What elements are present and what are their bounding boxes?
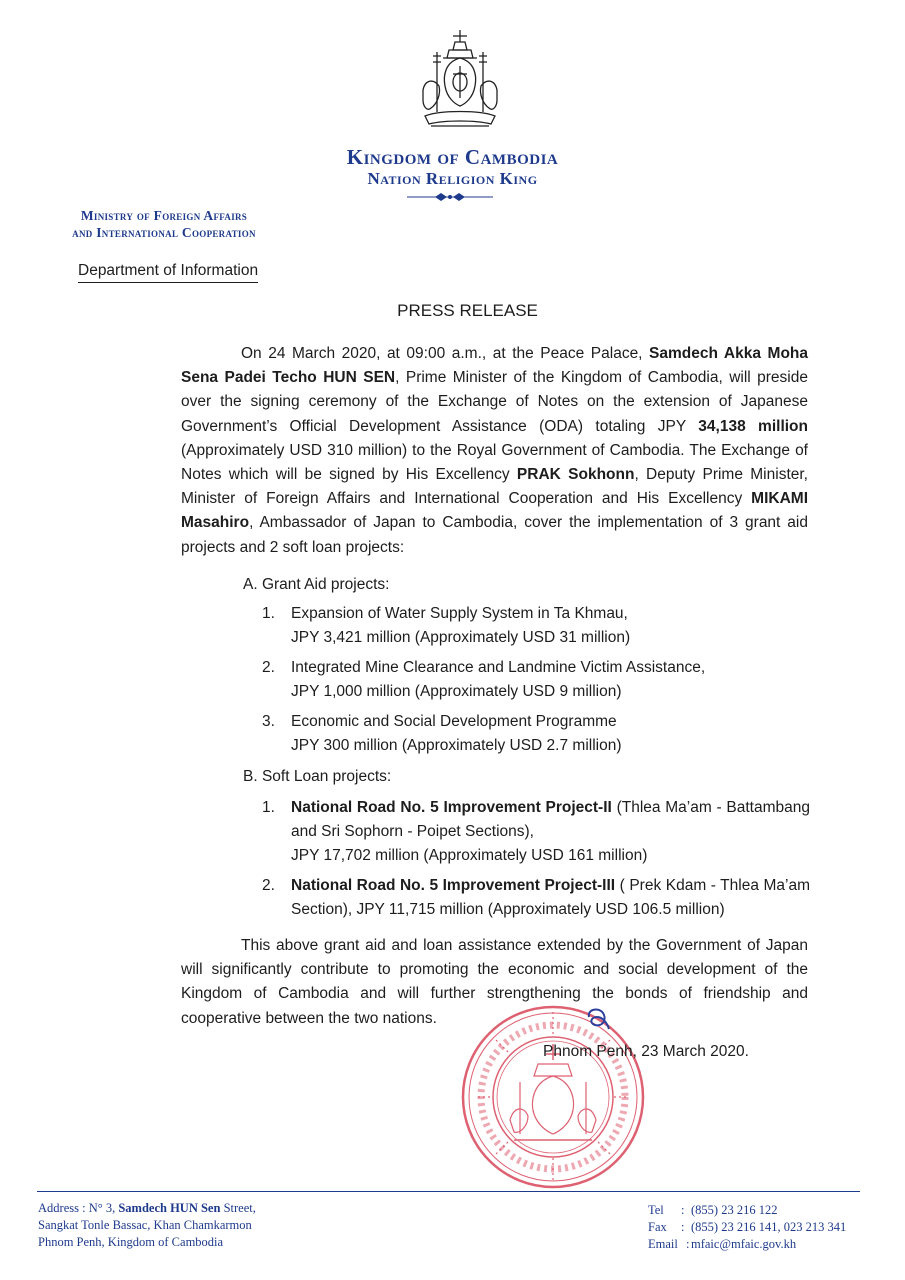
item-details: ( Prek Kdam - Thlea Ma’am Section), JPY 11,715 million (Approximately USD 106.5 million) [291,877,810,919]
item-title: Economic and Social Development Programme [291,713,617,730]
intro-text: (Approximately USD 310 million) to the Royal Government of Cambodia. The Exchange of Notes which will be signed by His Excellency [181,441,808,484]
address-street: Samdech HUN Sen [118,1201,221,1215]
closing-paragraph: This above grant aid and loan assistance extended by the Government of Japan will significantly contribute to promoting the economic and social development of the Kingdom of Cambodia and will further strengthening the bonds of friendship and cooperative between the two nations. [181,937,808,1027]
item-amount: JPY 300 million (Approximately USD 2.7 million) [291,737,622,755]
address-line2: Sangkat Tonle Bassac, Khan Chamkarmon [38,1218,252,1232]
item-amount: JPY 3,421 million (Approximately USD 31 million) [291,629,631,647]
official-seal-stamp-icon [458,1002,648,1192]
item-title: Integrated Mine Clearance and Landmine Victim Assistance, [291,659,706,676]
list-item [262,602,810,650]
intro-text: , Deputy Prime Minister, Minister of Foreign Affairs and International Cooperation and His Excellency [181,466,808,508]
item-details: (Thlea Ma’am - Battambang and Sri Sophorn - Poipet Sections), [291,799,810,841]
list-item [262,874,810,922]
contact-fax: Fax : (855) 23 216 141, 023 213 341 [648,1220,847,1234]
ministry-name-line2: and International Cooperation [72,225,256,240]
soft-loan-heading: B. Soft Loan projects: [243,768,392,785]
royal-coat-of-arms-icon [415,28,505,140]
item-amount: JPY 17,702 million (Approximately USD 161 million) [291,847,648,865]
item-number: 1. [262,605,275,622]
kingdom-motto: Nation Religion King [367,169,538,188]
item-description [291,874,810,922]
total-amount: 34,138 million [698,417,808,435]
item-number: 3. [262,713,275,730]
intro-text: On 24 March 2020, at 09:00 a.m., at the Peace Palace, [241,345,650,362]
list-item [262,710,810,758]
ornament-divider-icon [405,192,495,202]
footer-contact [648,1202,846,1253]
press-release-title: PRESS RELEASE [397,301,538,320]
address-line1: Address : N° 3, Samdech HUN Sen Street, [38,1201,256,1215]
intro-text: , Prime Minister of the Kingdom of Cambodia, will preside over the signing ceremony of the Exchange of Notes on the extension of Japanese Government’s Official Development Assistance (ODA) totaling JPY [181,369,808,435]
grant-aid-heading: A. Grant Aid projects: [243,576,390,593]
item-description [291,796,810,844]
address-line3: Phnom Penh, Kingdom of Cambodia [38,1235,224,1249]
contact-email: Email : mfaic@mfaic.gov.kh [648,1237,797,1251]
ministry-name-line1: Ministry of Foreign Affairs [80,208,248,223]
email-link[interactable]: mfaic@mfaic.gov.kh [691,1237,797,1251]
list-item [262,796,810,869]
item-number: 1. [262,799,275,816]
footer-divider [37,1191,860,1192]
intro-paragraph [181,342,808,560]
deputy-pm-name: PRAK Sokhonn [516,466,635,484]
footer-address [38,1200,256,1251]
fax-value: (855) 23 216 141, 023 213 341 [691,1220,847,1234]
item-title: National Road No. 5 Improvement Project-III [291,877,616,894]
date-line: Phnom Penh, 23 March 2020. [543,1043,749,1060]
item-number: 2. [262,659,275,676]
ambassador-name: MIKAMI Masahiro [181,490,808,532]
contact-tel: Tel : (855) 23 216 122 [648,1203,778,1217]
item-title: National Road No. 5 Improvement Project-II [291,799,612,816]
item-title: Expansion of Water Supply System in Ta Khmau, [291,605,628,622]
department-heading: Department of Information [78,262,258,283]
kingdom-title: Kingdom of Cambodia [346,145,559,169]
signature-mark-icon [583,1003,613,1033]
intro-text: , Ambassador of Japan to Cambodia, cover the implementation of 3 grant aid projects and 2 soft loan projects: [181,514,808,556]
prime-minister-name: Samdech Akka Moha Sena Padei Techo HUN SEN [181,345,808,387]
list-item [262,656,810,704]
item-number: 2. [262,877,275,894]
tel-value: (855) 23 216 122 [691,1203,778,1217]
item-amount: JPY 1,000 million (Approximately USD 9 million) [291,683,622,701]
